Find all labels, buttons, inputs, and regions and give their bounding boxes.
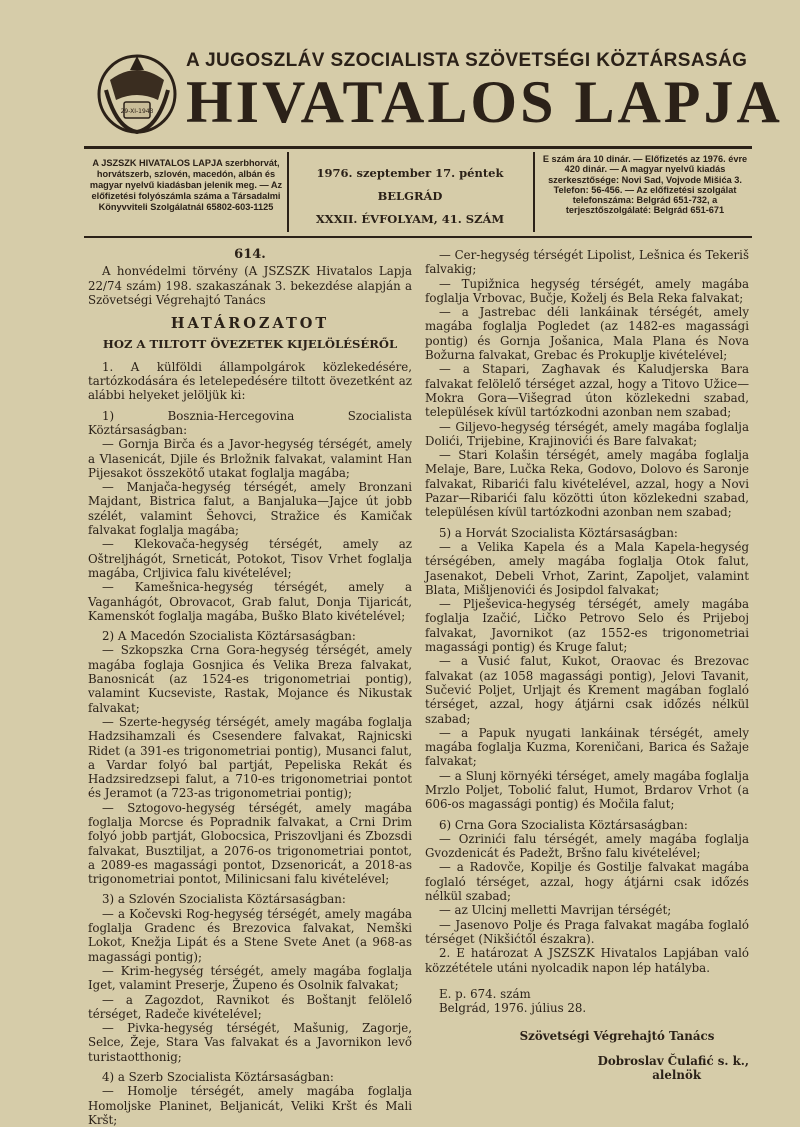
paragraph: — a Velika Kapela és a Mala Kapela-hegység térségében, amely magába foglalja Otok falut, Jasenakot, Debeli Vrhot, Zarint, Zapoljet, valamint Blata, Mišljenovići és Josipdol falvakat; bbox=[425, 539, 749, 597]
paragraph: — Klekovača-hegység térségét, amely az Oštreljhágót, Srneticát, Potokot, Tisov Vrhet foglalja magába, Crljivica falu kivételével; bbox=[88, 537, 412, 580]
paragraph: 1. A külföldi állampolgárok közlekedésére, tartózkodására és letelepedésére tiltott övezetként az alábbi helyeket jelöljük ki: bbox=[88, 359, 412, 403]
document-subtitle: HOZ A TILTOTT ÖVEZETEK KIJELÖLÉSÉRŐL bbox=[102, 337, 398, 352]
section-heading: 1) Bosznia-Hercegovina Szocialista Köztársaságban: bbox=[88, 408, 412, 437]
issue-date: 1976. szeptember 17. péntek bbox=[316, 166, 504, 180]
paragraph: — az Ulcinj melletti Mavrijan térségét; bbox=[439, 903, 672, 918]
signature-role: alelnök bbox=[652, 1068, 701, 1083]
paragraph: — a Vusić falut, Kukot, Oraovac és Brezovac falvakat (az 1058 magassági pontig), Jelovi Tavanit, Sučević Poljet, Urljajt és Krement magában foglaló térséget, azzal, hogy átjárni csak időzés nélkül szabad; bbox=[425, 654, 749, 726]
section-heading: 6) Crna Gora Szocialista Köztársaságban: bbox=[439, 817, 688, 832]
section-heading: 5) a Horvát Szocialista Köztársaságban: bbox=[439, 525, 678, 540]
header-bottom-rule bbox=[84, 236, 752, 238]
section-heading: 3) a Szlovén Szocialista Köztársaságban: bbox=[102, 892, 346, 907]
masthead-kicker: A JUGOSZLÁV SZOCIALISTA SZÖVETSÉGI KÖZTÁRSASÁG bbox=[186, 50, 748, 71]
right-column bbox=[425, 248, 749, 1082]
emblem-year: 29-XI-1943 bbox=[120, 108, 154, 115]
header-divider-left bbox=[287, 152, 289, 232]
masthead-title: HIVATALOS LAPJA bbox=[186, 69, 783, 135]
paragraph: — Szkopszka Crna Gora-hegység térségét, amely magába foglaja Gosnjica és Velika Breza falvakat, Banosnicát (az 1524-es trigonometriai pontig), valamint Kucseviste, Rastak, Mojance és Nikustak falvakat; bbox=[88, 643, 412, 715]
paragraph: — Krim-hegység térségét, amely magába foglalja Iget, valamint Preserje, Župeno és Osolnik falvakat; bbox=[88, 963, 412, 993]
paragraph: — Cer-hegység térségét Lipolist, Lešnica és Tekeriš falvakig; bbox=[425, 248, 749, 277]
paragraph: — Pivka-hegység térségét, Mašunig, Zagorje, Selce, Žeje, Stara Vas falvakat és a Javornikon levő turistaotthonig; bbox=[88, 1021, 412, 1064]
paragraph: — Kamešnica-hegység térségét, amely a Vaganhágót, Obrovacot, Grab falut, Donja Tijaricát, Kamenskót foglalja magába, Buško Blato kivételével; bbox=[88, 580, 412, 623]
paragraph: — Gornja Birča és a Javor-hegység térségét, amely a Vlasenicát, Djile és Brložnik falvakat, valamint Han Pijesakot összekötő utakat foglalja magába; bbox=[88, 437, 412, 480]
paragraph: — a Stapari, Zagħavak és Kaludjerska Bara falvakat felölelő térséget azzal, hogy a Titovo Užice—Mokra Gora—Višegrad úton közlekedni szabad, települések kívül tartózkodni azonban nem szabad; bbox=[425, 362, 749, 420]
price-subscription-info: E szám ára 10 dinár. — Előfizetés az 1976. évre 420 dinár. — A magyar nyelvű kiadás szerkesztősége: Novi Sad, Vojvode Mišića 3. Telefon: 56-456. — Az előfizetési szolgálat telefonszáma: Belgrád 651-732, a terjesztőszolgálaté: Belgrád 651-671 bbox=[542, 154, 748, 216]
paragraph: — Plješevica-hegység térségét, amely magába foglalja Izačić, Ličko Petrovo Selo és Prijeboj falvakat, Javornikot (az 1552-es trigonometriai magassági pontig) és Kruge falut; bbox=[425, 597, 749, 655]
paragraph: — a Slunj környéki térséget, amely magába foglalja Mrzlo Poljet, Tobolić falut, Humot, Brdarov Vrhot (a 606-os magassági pontig) és Močila falut; bbox=[425, 768, 749, 812]
paragraph: — Sztogovo-hegység térségét, amely magába foglalja Morcse és Popradnik falvakat, a Crni Drim folyó jobb partját, Globocsica, Priszovljani és Zbozsdi falvakat, Busztiljat, a 2076-os trigonometriai pontot, a 2089-es magassági pontot, Dzsenoricát, a 2018-as trigonometriai pontot, Milinicsani falu kivételével; bbox=[88, 800, 412, 887]
paragraph: — a Zagozdot, Ravnikot és Boštanjt felölelő térséget, Radeče kivételével; bbox=[88, 992, 412, 1021]
paragraph: — a Jastrebac déli lankáinak térségét, amely magába foglalja Pogledet (az 1482-es magassági pontig) és Gornja Jošanica, Mala Plana és Nova Božurna falvakat, Grebac és Prokuplje kivételével; bbox=[425, 305, 749, 363]
paragraph: — Jasenovo Polje és Praga falvakat magába foglaló térséget (Nikšićtől északra). bbox=[425, 917, 749, 946]
date-place: Belgrád, 1976. július 28. bbox=[439, 1001, 587, 1016]
paragraph: — Ozrinići falu térségét, amely magába foglalja Gvozdenicát és Padežt, Bršno falu kivételével; bbox=[425, 831, 749, 861]
paragraph: — Stari Kolašin térségét, amely magába foglalja Melaje, Bare, Lučka Reka, Godovo, Dolovo és Saronje falvakat, Ribarići falu kivételével, azzal, hogy a Novi Pazar—Ribarići falu közötti úton közlekedni szabad, településen kívül tartózkodni azonban nem szabad; bbox=[425, 448, 749, 520]
reference-number: E. p. 674. szám bbox=[439, 986, 531, 1001]
header-top-rule bbox=[84, 146, 752, 149]
paragraph: — a Kočevski Rog-hegység térségét, amely magába foglalja Gradenc és Brezovica falvakat, Nemški Lokot, Knežja Lipát és a Stene Svete Anet (a 968-as magassági pontig); bbox=[88, 906, 412, 964]
issue-volume: XXXII. ÉVFOLYAM, 41. SZÁM bbox=[315, 212, 505, 226]
section-heading: 2) A Macedón Szocialista Köztársaságban: bbox=[102, 629, 356, 644]
paragraph: — Szerte-hegység térségét, amely magába foglalja Hadzsihamzali és Csesendere falvakat, Rajnicski Ridet (a 391-es trigonometriai pontig), Musanci falut, a Vardar folyó bal partját, Pepeliska Rekát és Hadzsiredzsepi falut, a 710-es trigonometriai pontot és Jeramot (a 723-as trigonometriai pontig); bbox=[88, 714, 412, 801]
paragraph: — Giljevo-hegység térségét, amely magába foglalja Dolići, Trijebine, Krajinovići és Bare falvakat; bbox=[425, 419, 749, 448]
document-intro: A honvédelmi törvény (A JSZSZK Hivatalos Lapja 22/74 szám) 198. szakaszának 3. bekezdése alapján a Szövetségi Végrehajtó Tanács bbox=[88, 264, 412, 307]
left-column bbox=[88, 248, 412, 1127]
signature-name: Dobroslav Čulafić s. k., bbox=[597, 1053, 749, 1068]
section-heading: 4) a Szerb Szocialista Köztársaságban: bbox=[102, 1070, 334, 1085]
paragraph: — Manjača-hegység térségét, amely Bronzani Majdant, Bistrica falut, a Banjaluka—Jajce út jobb szélét, valamint Šehovci, Stražice és Kamičak falvakat foglalja magába; bbox=[88, 480, 412, 538]
right-column-body bbox=[425, 248, 749, 975]
paragraph: — a Radovče, Kopilje és Gostilje falvakat magába foglaló térséget, azzal, hogy átjárni csak időzés nélkül szabad; bbox=[425, 860, 749, 904]
paragraph: — Tupižnica hegység térségét, amely magába foglalja Vrbovac, Bučje, Koželj és Bela Reka falvakat; bbox=[425, 276, 749, 305]
header-divider-right bbox=[533, 152, 535, 232]
document-number: 614. bbox=[234, 247, 266, 262]
state-emblem-icon bbox=[96, 50, 178, 138]
issue-place: BELGRÁD bbox=[377, 189, 443, 203]
document-title: HATÁROZATOT bbox=[170, 315, 330, 333]
paragraph: 2. E határozat A JSZSZK Hivatalos Lapjában való közzététele utáni nyolcadik napon lép hatályba. bbox=[425, 946, 749, 975]
left-column-body bbox=[88, 360, 412, 1127]
paragraph: — a Papuk nyugati lankáinak térségét, amely magába foglalja Kuzma, Koreničani, Barica és Sažaje falvakat; bbox=[425, 725, 749, 769]
issue-info bbox=[290, 162, 530, 231]
signature-organization: Szövetségi Végrehajtó Tanács bbox=[519, 1029, 715, 1044]
paragraph: — Homolje térségét, amely magába foglalja Homoljske Planinet, Beljanicát, Veliki Kršt és Mali Kršt; bbox=[88, 1084, 412, 1127]
publication-info: A JSZSZK HIVATALOS LAPJA szerbhorvát, horvátszerb, szlovén, macedón, albán és magyar nyelvű kiadásban jelenik meg. — Az előfizetési folyószámla száma a Társadalmi Könyvviteli Szolgálatnál 65802-603-1125 bbox=[89, 158, 283, 212]
